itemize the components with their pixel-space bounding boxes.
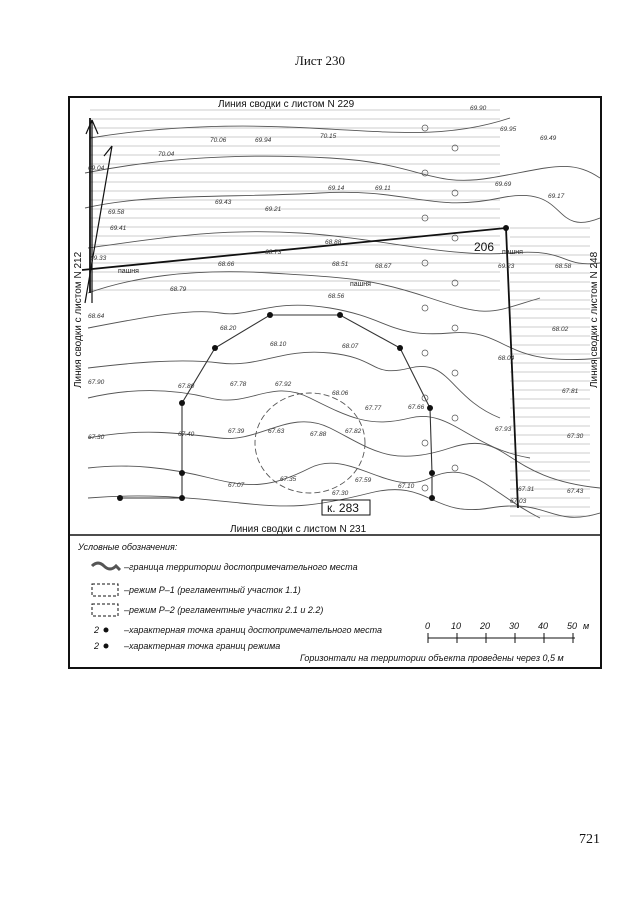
height-mark: 67.03 (510, 498, 527, 505)
scale-tick: 40 (538, 621, 549, 631)
height-mark: 68.79 (170, 286, 187, 293)
height-mark: 67.77 (365, 405, 382, 412)
legend-r1-swatch (92, 584, 118, 596)
height-mark: 67.39 (228, 428, 245, 435)
height-mark: 67.78 (230, 381, 247, 388)
height-mark: 69.69 (495, 181, 512, 188)
land-label: пашня (118, 268, 139, 275)
height-mark: 69.17 (548, 193, 565, 200)
height-mark: 68.56 (328, 293, 345, 300)
height-mark: 67.82 (345, 428, 362, 435)
legend-item: –режим Р–1 (регламентный участок 1.1) (124, 585, 301, 595)
height-mark: 67.92 (275, 381, 292, 388)
legend-item: –характерная точка границ режима (124, 641, 281, 651)
map-frame (68, 96, 602, 669)
height-mark: 67.43 (567, 488, 584, 495)
height-mark: 69.43 (215, 199, 232, 206)
height-mark: 67.81 (562, 388, 579, 395)
scale-tick: 10 (451, 621, 462, 631)
height-mark: 69.14 (328, 185, 345, 192)
edge-label-top: Линия сводки с листом N 229 (218, 99, 355, 110)
page-number: 721 (579, 832, 600, 847)
edge-label-right: Линия сводки с листом N 248 (589, 251, 600, 388)
height-mark: 67.07 (228, 482, 245, 489)
edge-label-bottom: Линия сводки с листом N 231 (230, 524, 367, 535)
height-mark: 67.30 (567, 433, 584, 440)
height-mark: 67.59 (355, 477, 372, 484)
legend-item: –граница территории достопримечательного места (124, 562, 358, 572)
height-mark: 69.90 (470, 105, 487, 112)
sheet-title: Лист 230 (295, 53, 345, 68)
legend-point-icon (104, 644, 109, 649)
height-mark: 69.33 (90, 255, 107, 262)
height-mark: 69.95 (500, 126, 517, 133)
height-mark: 67.90 (88, 379, 105, 386)
height-mark: 67.93 (495, 426, 512, 433)
scale-tick: 50 (567, 621, 578, 631)
scale-tick: 30 (509, 621, 520, 631)
height-mark: 69.11 (375, 185, 391, 192)
height-mark: 67.30 (332, 490, 349, 497)
height-mark: 69.49 (540, 135, 557, 142)
legend-item: –характерная точка границ достопримечательного места (124, 625, 382, 635)
height-mark: 69.94 (255, 137, 272, 144)
legend-note: Горизонтали на территории объекта проведены через 0,5 м (300, 653, 564, 663)
height-mark: 67.63 (268, 428, 285, 435)
height-mark: 67.35 (280, 476, 297, 483)
scale-tick: 0 (425, 621, 431, 631)
height-mark: 68.04 (498, 355, 515, 362)
height-mark: 68.07 (342, 343, 359, 350)
point-label-206: 206 (474, 240, 495, 254)
height-mark: 70.15 (320, 133, 337, 140)
height-mark: 67.31 (518, 486, 535, 493)
height-mark: 67.10 (398, 483, 415, 490)
edge-label-left: Линия сводки с листом N 212 (73, 251, 84, 388)
height-mark: 67.80 (178, 383, 195, 390)
legend-point-num: 2 (94, 625, 100, 635)
height-mark: 68.67 (375, 263, 392, 270)
legend-title: Условные обозначения: (78, 542, 178, 552)
characteristic-points (117, 225, 509, 501)
legend-point-icon (104, 628, 109, 633)
scale-tick: 20 (480, 621, 491, 631)
height-mark: 68.06 (332, 390, 349, 397)
legend-point-num: 2 (94, 641, 100, 651)
point-label-k283: к. 283 (327, 501, 359, 515)
height-mark: 68.73 (265, 249, 282, 256)
height-mark: 69.23 (498, 263, 515, 270)
height-mark: 69.58 (108, 209, 125, 216)
height-mark: 68.02 (552, 326, 569, 333)
height-mark: 68.20 (220, 325, 237, 332)
height-mark: 68.51 (332, 261, 349, 268)
height-mark: 67.30 (88, 434, 105, 441)
legend-boundary-icon (92, 563, 120, 570)
map-canvas (70, 98, 600, 667)
scale-bar (428, 633, 575, 643)
height-mark: 68.10 (270, 341, 287, 348)
height-mark: 67.66 (408, 404, 425, 411)
height-mark: 70.06 (210, 137, 227, 144)
height-mark: 68.58 (555, 263, 572, 270)
land-label: пашня (502, 249, 523, 256)
height-mark: 68.66 (218, 261, 235, 268)
height-mark: 67.88 (310, 431, 327, 438)
map-boundary-lines (82, 118, 518, 508)
legend-item: –режим Р–2 (регламентные участки 2.1 и 2.2) (124, 605, 324, 615)
scale-unit: м (583, 621, 590, 631)
height-mark: 68.88 (325, 239, 342, 246)
height-mark: 67.40 (178, 431, 195, 438)
height-mark: 70.04 (158, 151, 175, 158)
legend-r2-swatch (92, 604, 118, 616)
height-mark: 69.21 (265, 206, 282, 213)
height-mark: 68.64 (88, 313, 105, 320)
land-label: пашня (350, 281, 371, 288)
height-mark: 69.41 (110, 225, 127, 232)
height-mark: 69.04 (88, 165, 105, 172)
